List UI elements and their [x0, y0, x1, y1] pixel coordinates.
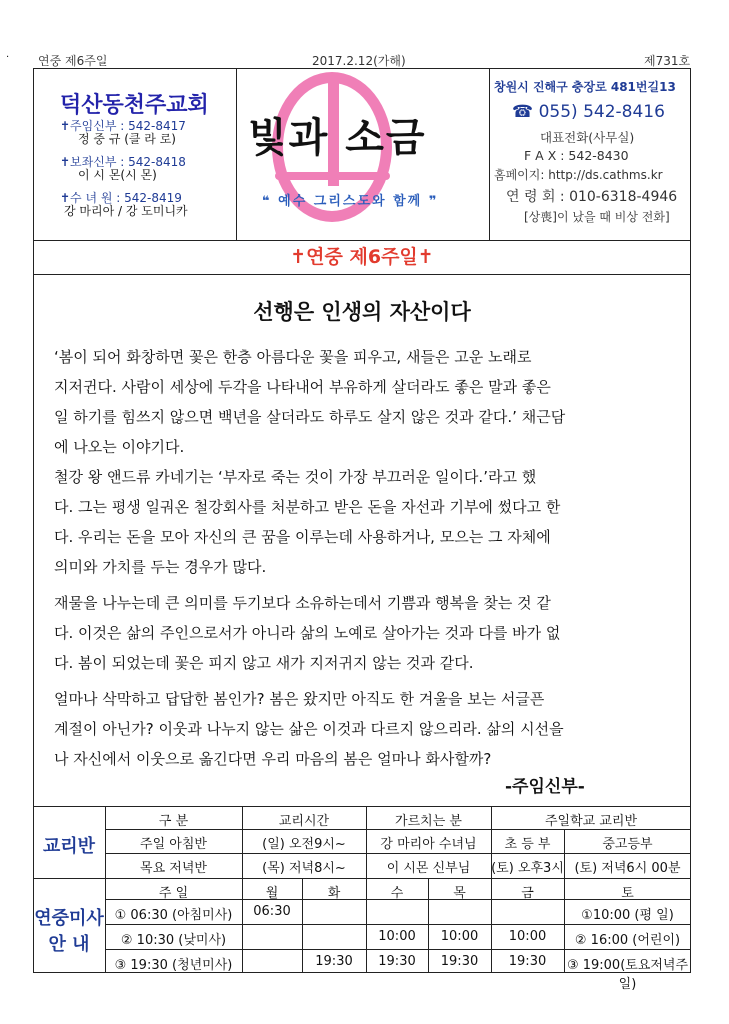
clergy-pastor-name: 정 중 규 (클 라 로) — [78, 132, 176, 146]
mass-label-line1: 연중미사 — [34, 908, 104, 929]
article-line: 철강 왕 앤드류 카네기는 ‘부자로 죽는 것이 가장 부끄러운 일이다.’라고 했 — [54, 468, 537, 486]
catechism-cell: (토) 오후3시 — [491, 861, 564, 876]
catechism-header: 교리시간 — [278, 814, 330, 829]
mass-cell: ② 16:00 (어린이) — [574, 933, 681, 948]
header-divider-left — [236, 68, 237, 240]
fax-number: F A X : 542-8430 — [524, 148, 629, 163]
article-line: ‘봄이 되어 화창하면 꽃은 한층 아름다운 꽃을 피우고, 새들은 고운 노래로 — [54, 348, 532, 366]
main-phone-label: 대표전화(사무실) — [540, 130, 635, 145]
header-issue-number: 제731호 — [644, 54, 691, 68]
article-line: 의미와 가치를 두는 경우가 많다. — [54, 558, 267, 576]
catechism-cell: 초 등 부 — [504, 837, 551, 852]
article-line: 얼마나 삭막하고 답답한 봄인가? 봄은 왔지만 아직도 한 겨울을 보는 서글픈 — [54, 690, 545, 708]
catechism-row-rule — [105, 829, 691, 830]
mass-cell: 19:30 — [440, 954, 479, 969]
article-line: 지저귄다. 사람이 세상에 두각을 나타내어 부유하게 살더라도 좋은 말과 좋은 — [54, 378, 551, 396]
mass-cell: 10:00 — [440, 929, 479, 944]
article-line: 다. 이것은 삶의 주인으로서가 아니라 삶의 노예로 살아가는 것과 다를 바가 없 — [54, 624, 561, 642]
mass-row-rule — [105, 949, 691, 950]
catechism-cell: 주일 아침반 — [140, 837, 207, 852]
catechism-cell: 중고등부 — [602, 837, 653, 852]
mass-header: 금 — [521, 886, 534, 901]
header-date: 2017.2.12(가해) — [312, 54, 406, 68]
emergency-note: [상喪]이 났을 때 비상 전화] — [524, 210, 670, 224]
article-line: 재물을 나누는데 큰 의미를 두기보다 소유하는데서 기쁨과 행복을 찾는 것 같 — [54, 594, 551, 612]
mass-row-rule — [105, 924, 691, 925]
article-line: 계절이 아닌가? 이웃과 나누지 않는 삶은 이것과 다르지 않으리라. 삶의 시선을 — [54, 720, 564, 738]
catechism-header: 구 분 — [158, 814, 189, 829]
sunday-title: ✝연중 제6주일✝ — [290, 246, 434, 268]
catechism-cell: 이 시몬 신부님 — [386, 861, 471, 876]
catechism-cell: 강 마리아 수녀님 — [380, 837, 477, 852]
catechism-row-rule — [105, 853, 691, 854]
article-line: 나 자신에서 이웃으로 옮긴다면 우리 마음의 봄은 얼마나 화사할까? — [54, 750, 492, 768]
mass-header: 토 — [621, 886, 634, 901]
mass-cell: 19:30 — [315, 954, 353, 969]
bulletin-subtitle: ❝ 예수 그리스도와 함께 ❞ — [262, 194, 439, 209]
mass-cell: 10:00 — [508, 929, 547, 944]
catechism-header: 주일학교 교리반 — [544, 814, 638, 829]
catechism-cell: (토) 저녁6시 00분 — [574, 861, 681, 876]
article-line: 에 나오는 이야기다. — [54, 438, 185, 456]
mass-cell: ③ 19:30 (청년미사) — [114, 958, 233, 973]
article-line: 다. 그는 평생 일궈온 철강회사를 처분하고 받은 돈을 자선과 기부에 썼다고 한 — [54, 498, 561, 516]
article-title: 선행은 인생의 자산이다 — [253, 300, 471, 324]
title-bottom-rule — [33, 274, 691, 275]
clergy-assistant — [60, 156, 186, 182]
clergy-pastor — [60, 120, 186, 146]
mass-cell: ①10:00 (평 일) — [581, 908, 674, 923]
clergy-pastor-role: ✝주임신부 : 542-8417 — [60, 119, 186, 133]
mass-cell: 19:30 — [508, 954, 547, 969]
main-phone: ☎ 055) 542-8416 — [512, 102, 665, 122]
header-sunday-label: 연중 제6주일 — [38, 54, 108, 68]
funeral-society-phone: 연 령 회 : 010-6318-4946 — [506, 189, 678, 205]
margin-bullet: · — [6, 52, 10, 63]
header-divider-right — [489, 68, 490, 240]
clergy-assistant-role: ✝보좌신부 : 542-8418 — [60, 155, 186, 169]
article-signoff: -주임신부- — [505, 777, 585, 797]
table-top-rule — [33, 806, 691, 807]
mass-cell: 19:30 — [378, 954, 416, 969]
mass-cell: ① 06:30 (아침미사) — [114, 908, 233, 923]
catechism-label: 교리반 — [42, 836, 96, 857]
catechism-cell: 목요 저녁반 — [140, 861, 207, 876]
mass-header: 화 — [327, 886, 341, 901]
mass-label-line2: 안 내 — [48, 934, 90, 955]
clergy-assistant-name: 이 시 몬(시 몬) — [78, 168, 157, 182]
mass-cell: ② 10:30 (낮미사) — [120, 933, 227, 948]
catechism-cell: (일) 오전9시~ — [262, 837, 346, 852]
article-line: 일 하기를 힘쓰지 않으면 백년을 살더라도 하루도 살지 않은 것과 같다.’ 채근담 — [54, 408, 566, 426]
catechism-cell: (목) 저녁8시~ — [262, 861, 346, 876]
church-name: 덕산동천주교회 — [60, 93, 209, 118]
logo-cross-horizontal — [275, 172, 390, 180]
article-line: 다. 우리는 돈을 모아 자신의 큰 꿈을 이루는데 사용하거나, 모으는 그 자체에 — [54, 528, 551, 546]
mass-header: 월 — [265, 886, 279, 901]
mass-header: 목 — [453, 886, 466, 901]
catechism-bottom-rule — [33, 878, 691, 879]
mass-header: 수 — [390, 886, 404, 901]
church-address: 창원시 진해구 충장로 481번길13 — [494, 80, 676, 94]
homepage-link[interactable]: 홈페이지: http://ds.cathms.kr — [494, 168, 663, 182]
mass-cell: 06:30 — [253, 904, 291, 919]
article-line: 다. 봄이 되었는데 꽃은 피지 않고 새가 지저귀지 않는 것과 같다. — [54, 654, 474, 672]
catechism-header: 가르치는 분 — [395, 814, 462, 829]
clergy-convent-role: ✝수 녀 원 : 542-8419 — [60, 191, 182, 205]
mass-header: 주 일 — [158, 886, 189, 901]
clergy-convent-name: 강 마리아 / 강 도미니카 — [64, 204, 188, 218]
bulletin-title: 빛과 소금 — [248, 114, 427, 161]
mass-cell: ③ 19:00(토요저녁주일) — [566, 958, 689, 992]
clergy-convent — [60, 192, 188, 218]
mass-cell: 10:00 — [378, 929, 416, 944]
